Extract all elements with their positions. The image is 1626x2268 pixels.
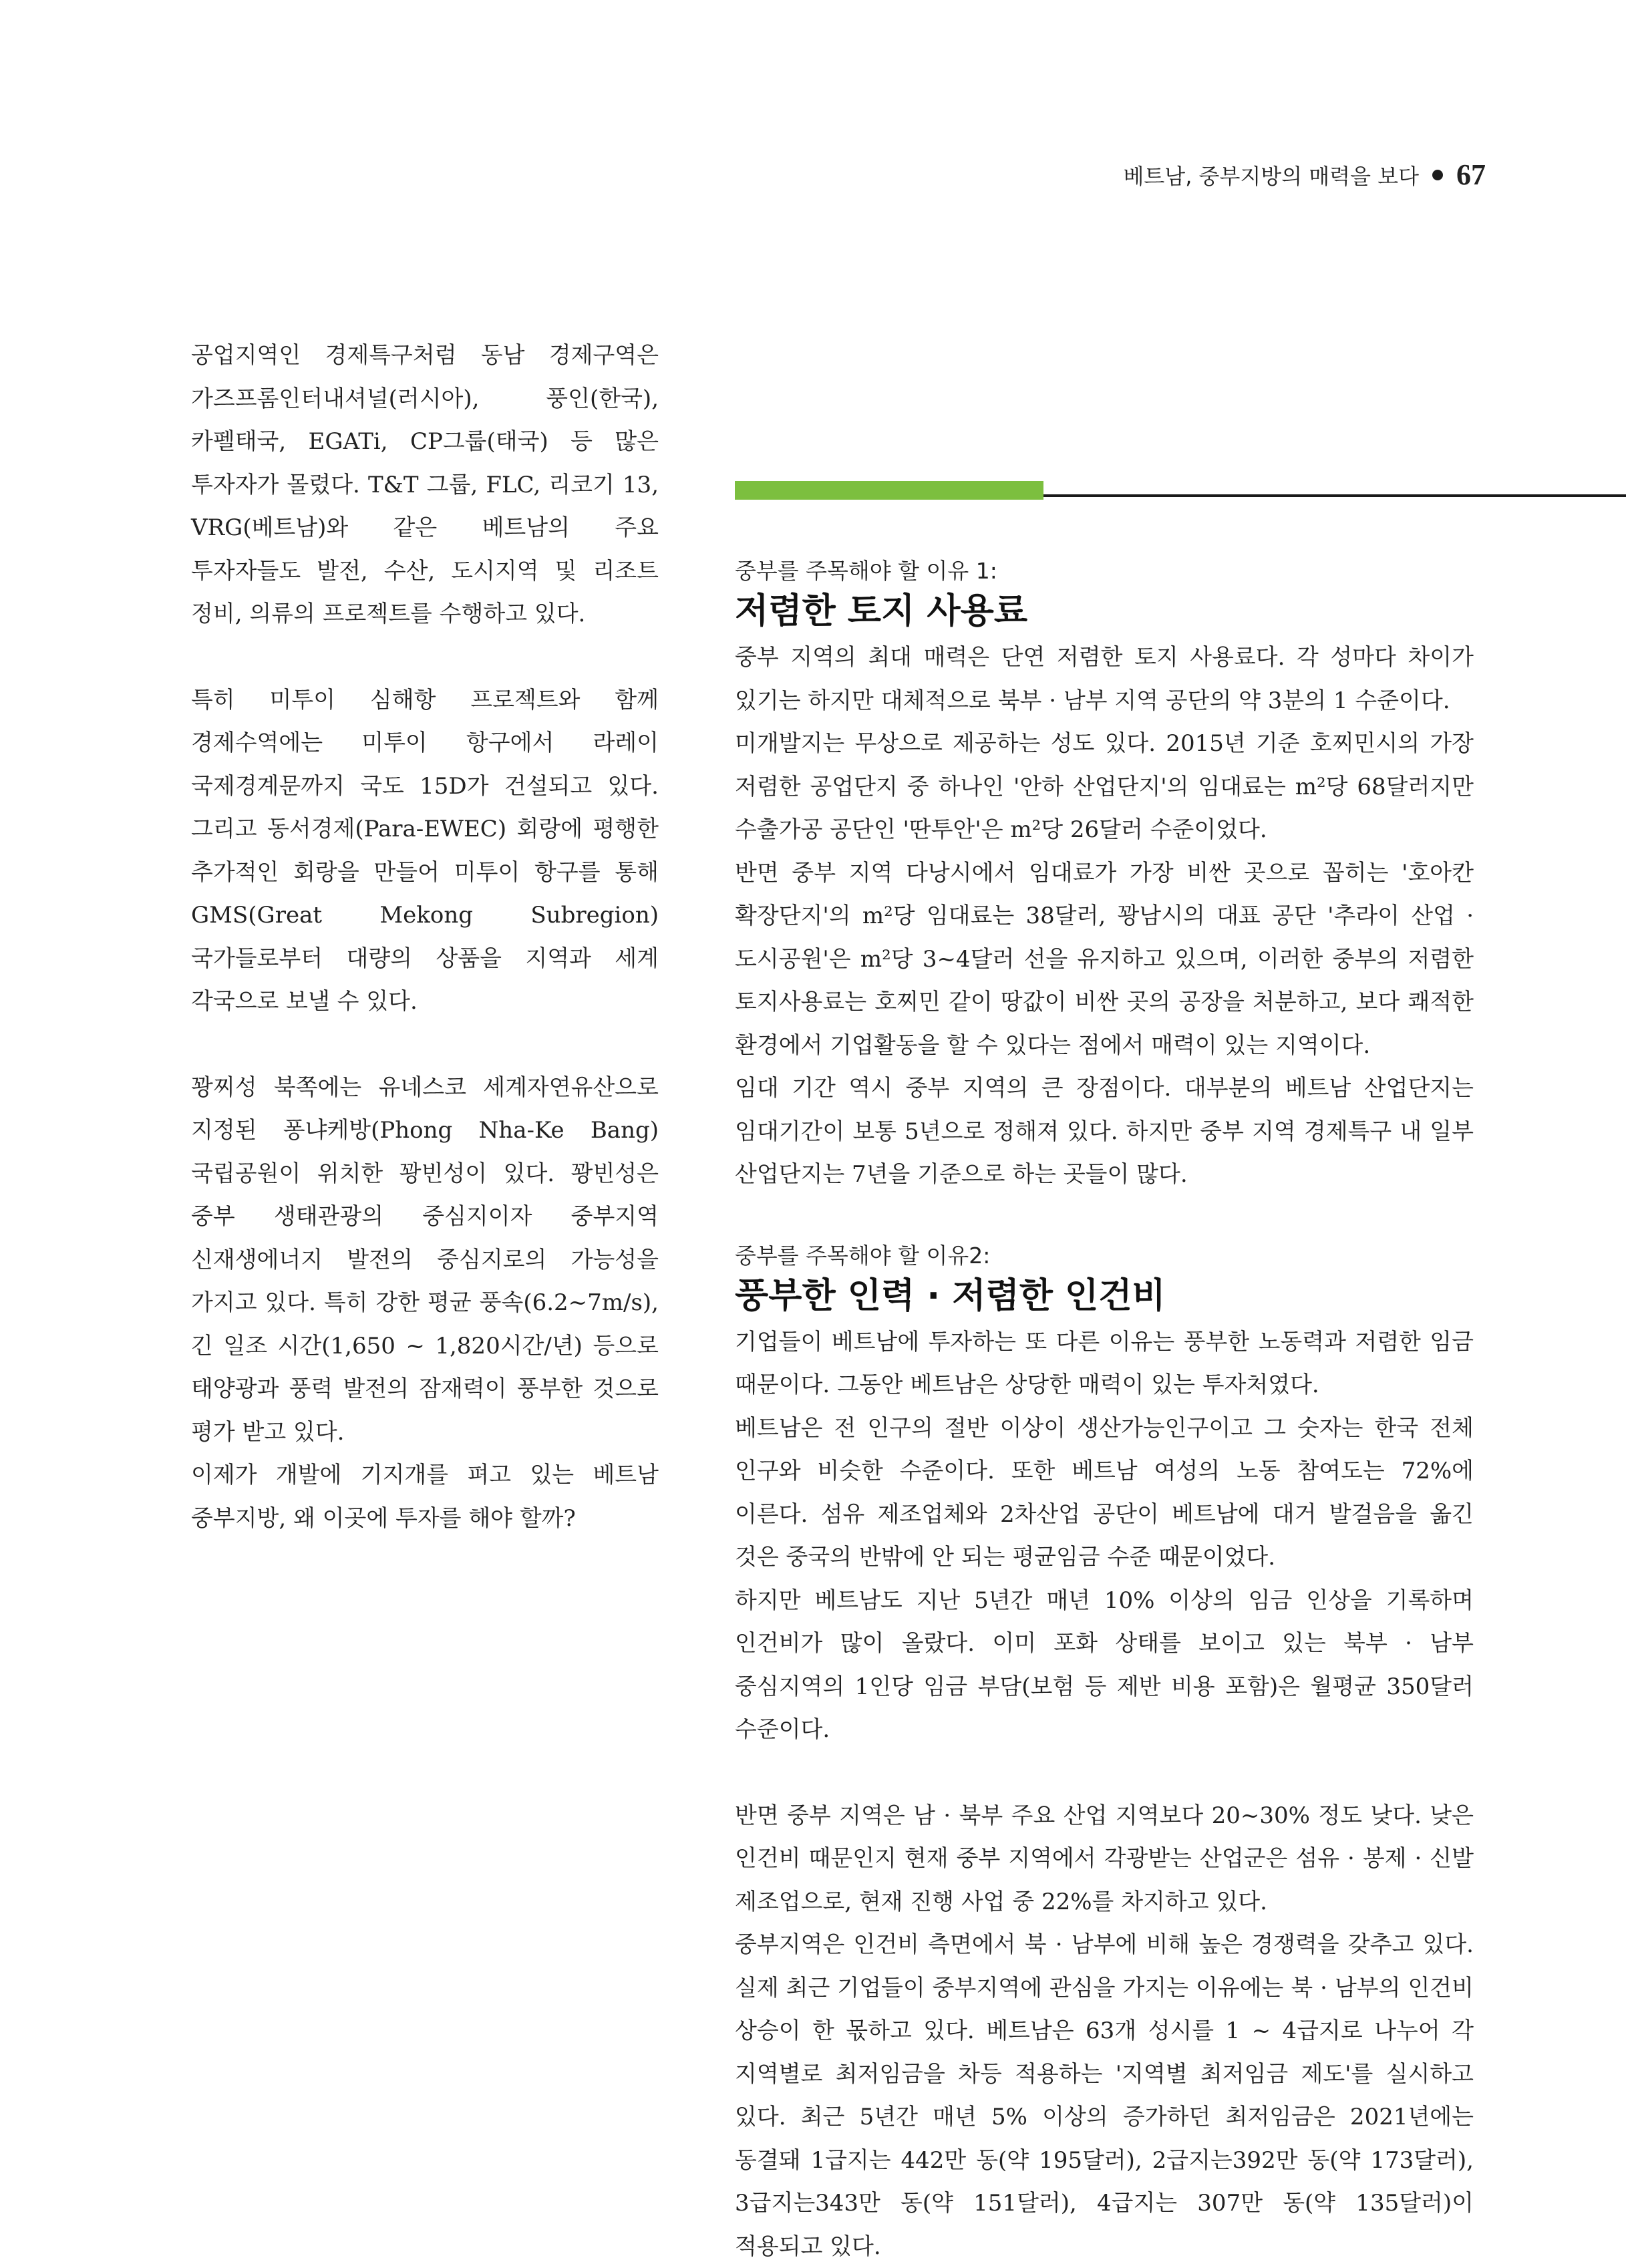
section-2-paragraph-5: 중부지역은 인건비 측면에서 북 · 남부에 비해 높은 경쟁력을 갖추고 있다. 실제 최근 기업들이 중부지역에 관심을 가지는 이유에는 북 · 남부의 인건비 상승이 한 몫하고 있다. 베트남은 63개 성시를 1 ~ 4급지로 나누어 각 지역별로 최저임금을 차등 적용하는 '지역별 최저임금 제도'를 실시하고 있다. 최근 5년간 매년 5% 이상의 증가하던 최저임금은 2021년에는 동결돼 1급지는 442만 동(약 195달러), 2급지는392만 동(약 173달러), 3급지는343만 동(약 151달러), 4급지는 307만 동(약 135달러)이 적용되고 있다.: [735, 1923, 1474, 2268]
section-1-paragraph-1: 중부 지역의 최대 매력은 단연 저렴한 토지 사용료다. 각 성마다 차이가 있기는 하지만 대체적으로 북부 · 남부 지역 공단의 약 3분의 1 수준이다.: [735, 636, 1474, 722]
running-header: [1123, 158, 1486, 192]
section-2-paragraph-1: 기업들이 베트남에 투자하는 또 다른 이유는 풍부한 노동력과 저렴한 임금 때문이다. 그동안 베트남은 상당한 매력이 있는 투자처였다.: [735, 1321, 1474, 1407]
section-1-paragraph-3: 반면 중부 지역 다낭시에서 임대료가 가장 비싼 곳으로 꼽히는 '호아칸 확장단지'의 m²당 임대료는 38달러, 꽝남시의 대표 공단 '추라이 산업 · 도시공원'은 m²당 3~4달러 선을 유지하고 있으며, 이러한 중부의 저렴한 토지사용료는 호찌민 같이 땅값이 비싼 곳의 공장을 처분하고, 보다 쾌적한 환경에서 기업활동을 할 수 있다는 점에서 매력이 있는 지역이다.: [735, 852, 1474, 1068]
section-labor-cost: [735, 1239, 1474, 2268]
left-column: [191, 334, 659, 1540]
section-1-kicker: 중부를 주목해야 할 이유 1:: [735, 554, 1474, 588]
section-2-title: 풍부한 인력 · 저렴한 인건비: [735, 1274, 1474, 1318]
section-2-paragraph-3: 하지만 베트남도 지난 5년간 매년 10% 이상의 임금 인상을 기록하며 인건비가 많이 올랐다. 이미 포화 상태를 보이고 있는 북부 · 남부 중심지역의 1인당 임금 부담(보험 등 제반 비용 포함)은 월평균 350달러 수준이다.: [735, 1579, 1474, 1752]
section-2-paragraph-2: 베트남은 전 인구의 절반 이상이 생산가능인구이고 그 숫자는 한국 전체 인구와 비슷한 수준이다. 또한 베트남 여성의 노동 참여도는 72%에 이른다. 섬유 제조업체와 2차산업 공단이 베트남에 대거 발걸음을 옮긴 것은 중국의 반밖에 안 되는 평균임금 수준 때문이었다.: [735, 1407, 1474, 1579]
divider-line: [1043, 494, 1626, 497]
section-divider: [735, 481, 1626, 500]
page-number: 67: [1456, 158, 1486, 192]
bullet-icon: [1432, 170, 1443, 180]
running-header-title: 베트남, 중부지방의 매력을 보다: [1123, 160, 1419, 190]
left-paragraph-3: 꽝찌성 북쪽에는 유네스코 세계자연유산으로 지정된 퐁냐케방(Phong Nha-Ke Bang) 국립공원이 위치한 꽝빈성이 있다. 꽝빈성은 중부 생태관광의 중심지이자 중부지역 신재생에너지 발전의 중심지로의 가능성을 가지고 있다. 특히 강한 평균 풍속(6.2~7m/s), 긴 일조 시간(1,650 ~ 1,820시간/년) 등으로 태양광과 풍력 발전의 잠재력이 풍부한 것으로 평가 받고 있다.: [191, 1066, 659, 1454]
section-1-paragraph-2: 미개발지는 무상으로 제공하는 성도 있다. 2015년 기준 호찌민시의 가장 저렴한 공업단지 중 하나인 '안하 산업단지'의 임대료는 m²당 68달러지만 수출가공 공단인 '딴투안'은 m²당 26달러 수준이었다.: [735, 722, 1474, 852]
left-paragraph-4: 이제가 개발에 기지개를 펴고 있는 베트남 중부지방, 왜 이곳에 투자를 해야 할까?: [191, 1454, 659, 1540]
section-2-kicker: 중부를 주목해야 할 이유2:: [735, 1239, 1474, 1273]
section-1-title: 저렴한 토지 사용료: [735, 589, 1474, 633]
left-paragraph-2: 특히 미투이 심해항 프로젝트와 함께 경제수역에는 미투이 항구에서 라레이 국제경계문까지 국도 15D가 건설되고 있다. 그리고 동서경제(Para-EWEC) 회랑에 평행한 추가적인 회랑을 만들어 미투이 항구를 통해 GMS(Great Mekong Subregion) 국가들로부터 대량의 상품을 지역과 세계 각국으로 보낼 수 있다.: [191, 679, 659, 1023]
section-land-cost: [735, 554, 1474, 1196]
left-paragraph-1: 공업지역인 경제특구처럼 동남 경제구역은 가즈프롬인터내셔널(러시아), 풍인(한국), 카펠태국, EGATi, CP그룹(태국) 등 많은 투자자가 몰렸다. T&T 그룹, FLC, 리코기 13, VRG(베트남)와 같은 베트남의 주요 투자자들도 발전, 수산, 도시지역 및 리조트 정비, 의류의 프로젝트를 수행하고 있다.: [191, 334, 659, 636]
divider-accent-bar: [735, 481, 1043, 500]
section-2-paragraph-4: 반면 중부 지역은 남 · 북부 주요 산업 지역보다 20~30% 정도 낮다. 낮은 인건비 때문인지 현재 중부 지역에서 각광받는 산업군은 섬유 · 봉제 · 신발 제조업으로, 현재 진행 사업 중 22%를 차지하고 있다.: [735, 1794, 1474, 1924]
section-1-paragraph-4: 임대 기간 역시 중부 지역의 큰 장점이다. 대부분의 베트남 산업단지는 임대기간이 보통 5년으로 정해져 있다. 하지만 중부 지역 경제특구 내 일부 산업단지는 7년을 기준으로 하는 곳들이 많다.: [735, 1067, 1474, 1196]
right-column: [735, 554, 1474, 2268]
